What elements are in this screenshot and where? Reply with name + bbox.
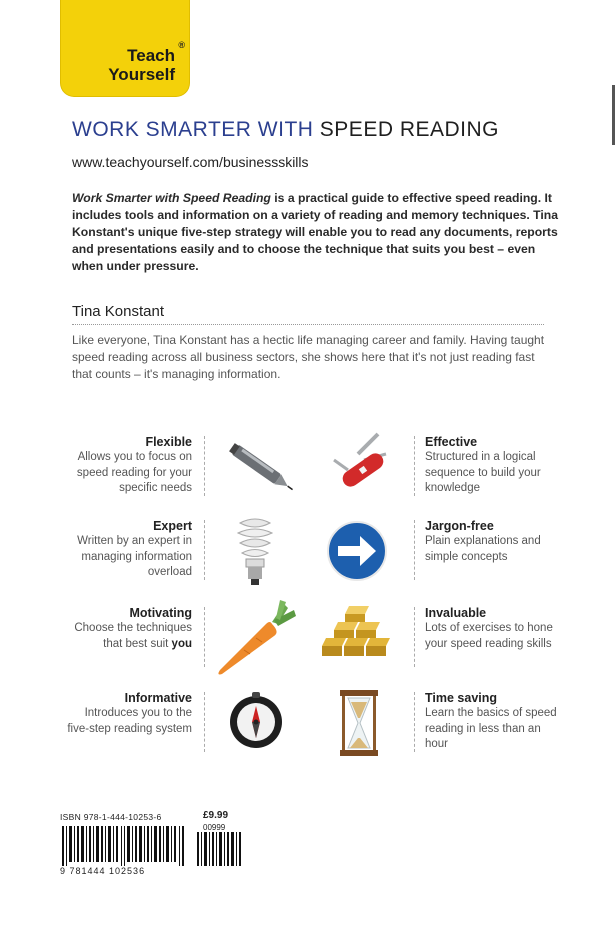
price-code: 00999 bbox=[203, 823, 226, 832]
price: £9.99 bbox=[203, 810, 229, 821]
feature-title: Motivating bbox=[129, 606, 192, 620]
separator bbox=[414, 520, 415, 580]
feature-title: Time saving bbox=[425, 691, 498, 705]
feature-title: Effective bbox=[425, 435, 478, 449]
feature-time-saving bbox=[425, 690, 565, 753]
gold-bars-icon bbox=[318, 600, 400, 662]
feature-body-emphasis: you bbox=[171, 637, 192, 650]
teach-yourself-logo bbox=[60, 0, 190, 97]
logo-line-2: Yourself bbox=[108, 65, 175, 84]
separator bbox=[414, 607, 415, 667]
book-description bbox=[72, 190, 562, 275]
feature-title: Flexible bbox=[145, 435, 192, 449]
feature-motivating bbox=[62, 605, 192, 652]
isbn-barcode bbox=[60, 826, 190, 866]
separator bbox=[414, 692, 415, 752]
feature-expert bbox=[62, 518, 192, 581]
barcode-digits: 9 781444 102536 bbox=[60, 866, 146, 876]
pen-icon bbox=[222, 432, 302, 502]
hourglass-icon bbox=[336, 688, 382, 758]
author-divider bbox=[72, 324, 544, 325]
lightbulb-icon bbox=[230, 515, 280, 590]
feature-body-text: Choose the techniques that best suit bbox=[74, 622, 192, 650]
feature-effective bbox=[425, 434, 565, 497]
arrow-sign-icon bbox=[326, 520, 388, 582]
registered-mark: ® bbox=[178, 40, 185, 50]
website-url[interactable]: www.teachyourself.com/businessskills bbox=[72, 154, 309, 170]
title-part-2: SPEED READING bbox=[319, 118, 500, 141]
compass-icon bbox=[226, 690, 286, 750]
price-barcode bbox=[196, 832, 244, 866]
logo-line-1: Teach bbox=[127, 46, 175, 65]
description-text: is a practical guide to effective speed reading. It includes tools and information on a variety of reading and memory techniques. Tina Konstant's unique five-step strategy will enable you to read any documents, reports and presentations easily and to choose the technique that suits you best – even when under pressure. bbox=[72, 191, 559, 273]
feature-invaluable bbox=[425, 605, 565, 652]
title-part-1: WORK SMARTER WITH bbox=[72, 118, 314, 141]
feature-title: Invaluable bbox=[425, 606, 487, 620]
feature-body: Allows you to focus on speed reading for your specific needs bbox=[76, 451, 192, 494]
book-title bbox=[72, 118, 499, 142]
separator bbox=[204, 520, 205, 580]
feature-title: Informative bbox=[124, 691, 192, 705]
feature-jargon-free bbox=[425, 518, 565, 565]
author-bio: Like everyone, Tina Konstant has a hectic life managing career and family. Having taught speed reading across all business sectors, she shows here that it's not just reading fast that counts – it's managing information. bbox=[72, 333, 545, 381]
carrot-icon bbox=[214, 598, 304, 678]
feature-body: Structured in a logical sequence to build your knowledge bbox=[425, 451, 541, 494]
logo-text bbox=[108, 46, 175, 84]
feature-informative bbox=[62, 690, 192, 737]
isbn-text: ISBN 978-1-444-10253-6 bbox=[60, 812, 162, 822]
author-name: Tina Konstant bbox=[72, 303, 164, 320]
separator bbox=[204, 436, 205, 496]
feature-body bbox=[62, 621, 192, 652]
feature-title: Jargon-free bbox=[425, 519, 494, 533]
separator bbox=[204, 607, 205, 667]
feature-body: Lots of exercises to hone your speed reading skills bbox=[425, 622, 553, 650]
description-title: Work Smarter with Speed Reading bbox=[72, 191, 271, 205]
separator bbox=[414, 436, 415, 496]
feature-body: Plain explanations and simple concepts bbox=[425, 535, 541, 563]
feature-body: Written by an expert in managing information overload bbox=[77, 535, 192, 578]
feature-flexible bbox=[62, 434, 192, 497]
swiss-army-knife-icon bbox=[328, 430, 398, 500]
separator bbox=[204, 692, 205, 752]
feature-body: Learn the basics of speed reading in less than an hour bbox=[425, 707, 557, 750]
feature-body: Introduces you to the five-step reading system bbox=[67, 707, 192, 735]
feature-title: Expert bbox=[153, 519, 192, 533]
